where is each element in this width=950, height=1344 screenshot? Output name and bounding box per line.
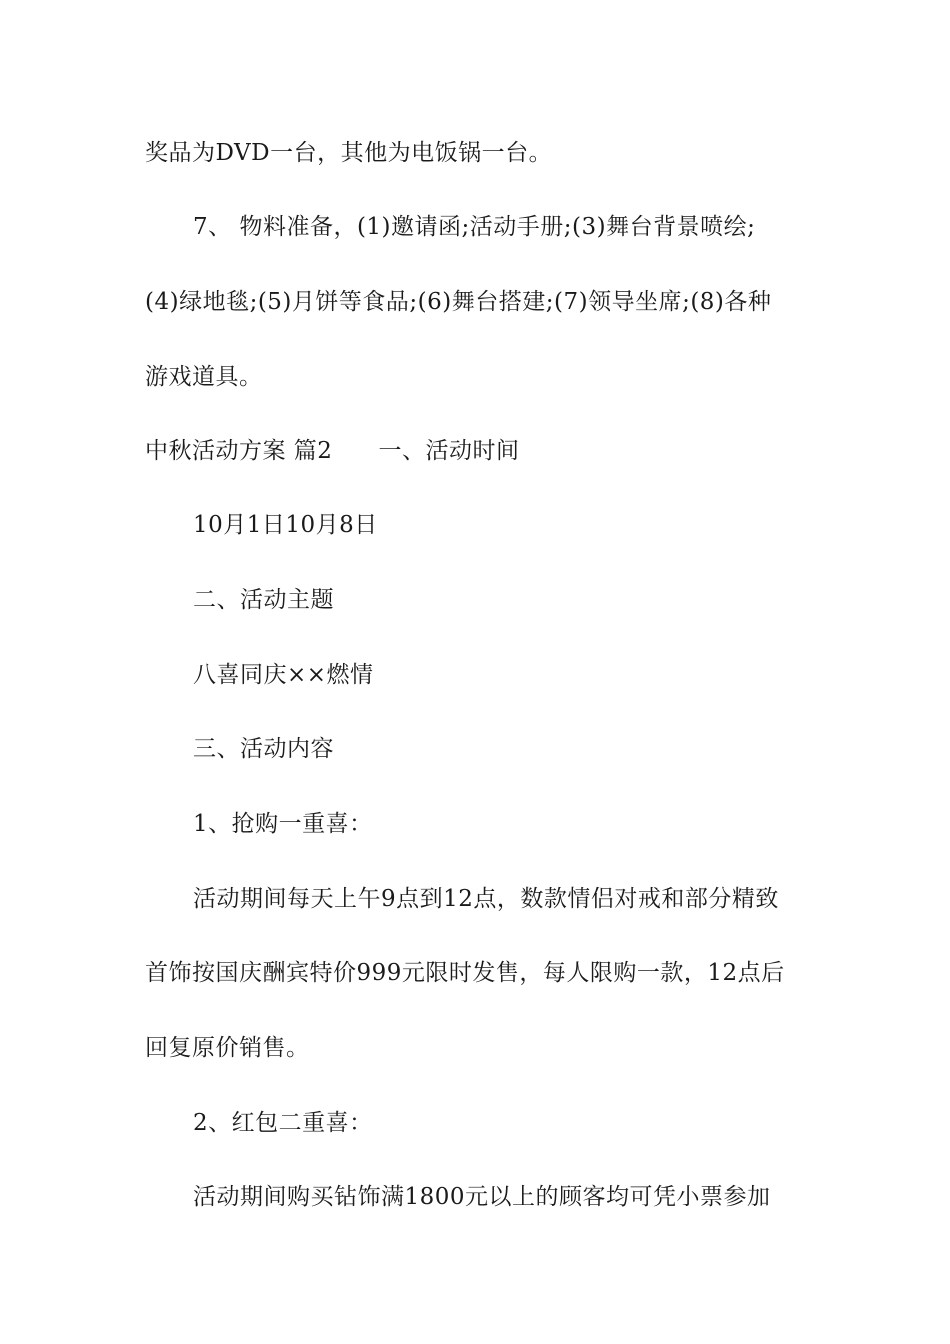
sub-heading: 2、红包二重喜： — [193, 1110, 373, 1136]
paragraph-line: (4)绿地毯;(5)月饼等食品;(6)舞台搭建;(7)领导坐席;(8)各种 — [145, 289, 772, 315]
section-heading: 二、活动主题 — [193, 587, 334, 613]
paragraph-line: 7、 物料准备，(1)邀请函;活动手册;(3)舞台背景喷绘; — [193, 214, 756, 240]
paragraph-line: 首饰按国庆酬宾特价999元限时发售，每人限购一款，12点后 — [145, 960, 785, 986]
section-title-line — [145, 436, 519, 466]
theme-line: 八喜同庆××燃情 — [193, 662, 374, 688]
paragraph-line: 奖品为DVD一台，其他为电饭锅一台。 — [145, 140, 553, 166]
section-heading: 一、活动时间 — [378, 438, 520, 464]
sub-heading: 1、抢购一重喜： — [193, 811, 373, 837]
date-range-line: 10月1日10月8日 — [193, 512, 378, 538]
paragraph-line: 回复原价销售。 — [145, 1035, 310, 1061]
plan-title: 中秋活动方案 篇2 — [145, 438, 333, 464]
paragraph-line: 活动期间购买钻饰满1800元以上的顾客均可凭小票参加 — [193, 1184, 771, 1210]
paragraph-line: 活动期间每天上午9点到12点，数款情侣对戒和部分精致 — [193, 886, 779, 912]
section-heading: 三、活动内容 — [193, 736, 334, 762]
paragraph-line: 游戏道具。 — [145, 364, 263, 390]
